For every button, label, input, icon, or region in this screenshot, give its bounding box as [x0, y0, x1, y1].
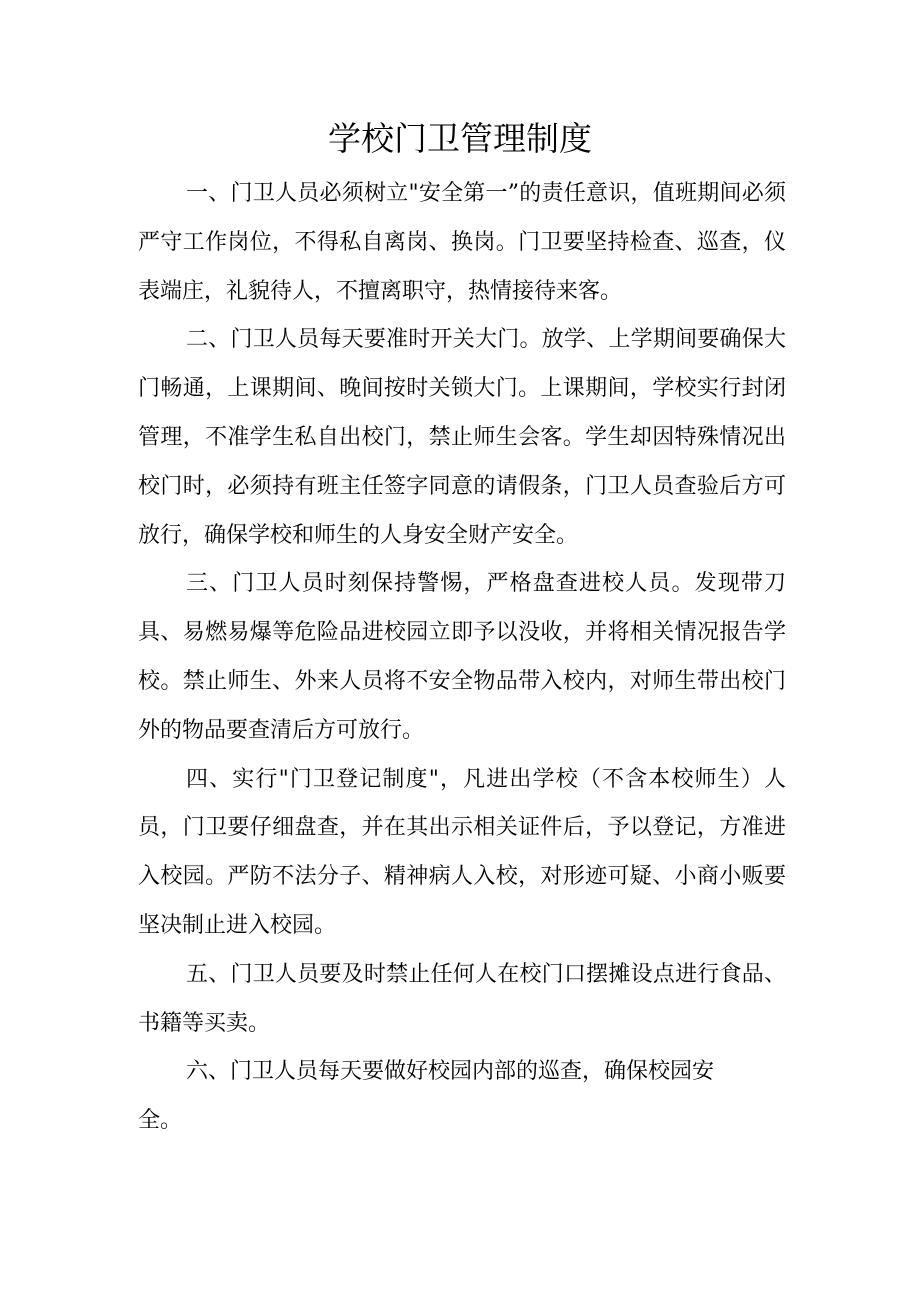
paragraph-2: 二、门卫人员每天要准时开关大门。放学、上学期间要确保大门畅通，上课期间、晚间按时关锁大门。上课期间，学校实行封闭管理，不准学生私自出校门，禁止师生会客。学生却因特殊情况出校门时，必须持有班主任签字同意的请假条，门卫人员查验后方可放行，确保学校和师生的人身安全财产安全。 [138, 327, 786, 548]
paragraph-3: 三、门卫人员时刻保持警惕，严格盘查进校人员。发现带刀具、易燃易爆等危险品进校园立即予以没收，并将相关情况报告学校。禁止师生、外来人员将不安全物品带入校内，对师生带出校门外的物品要查清后方可放行。 [138, 571, 786, 743]
paragraph-6: 六、门卫人员每天要做好校园内部的巡查，确保校园安全。 [138, 1059, 715, 1134]
paragraph-5: 五、门卫人员要及时禁止任何人在校门口摆摊设点进行食品、书籍等买卖。 [138, 961, 786, 1036]
paragraph-1: 一、门卫人员必须树立"安全第一”的责任意识，值班期间必须严守工作岗位，不得私自离岗、换岗。门卫要坚持检查、巡查，仪表端庄，礼貌待人，不擅离职守，热情接待来客。 [138, 181, 786, 304]
document-title: 学校门卫管理制度 [328, 119, 592, 158]
document-body [138, 170, 786, 1146]
paragraph-4: 四、实行"门卫登记制度"，凡进出学校（不含本校师生）人员，门卫要仔细盘查，并在其出示相关证件后，予以登记，方准进入校园。严防不法分子、精神病人入校，对形迹可疑、小商小贩要坚决制止进入校园。 [138, 766, 786, 938]
